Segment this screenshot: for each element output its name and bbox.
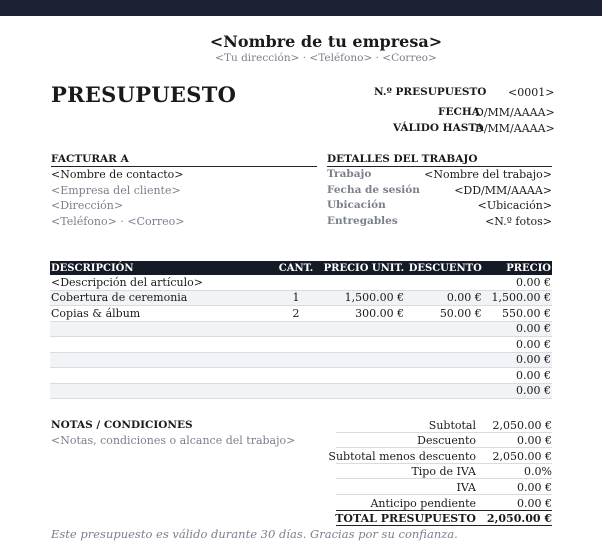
item-unit-price bbox=[319, 383, 405, 399]
totals-divider bbox=[336, 432, 552, 433]
item-description bbox=[50, 337, 273, 353]
item-description: Copias & álbum bbox=[50, 306, 273, 322]
bill-to-heading: FACTURAR A bbox=[51, 153, 129, 165]
table-row bbox=[50, 368, 552, 384]
notes-text: <Notas, condiciones o alcance del trabajo> bbox=[51, 434, 296, 447]
item-discount: 50.00 € bbox=[405, 306, 483, 322]
subtotal-label: Subtotal bbox=[428, 419, 476, 432]
table-row bbox=[50, 383, 552, 399]
item-discount: 0.00 € bbox=[405, 290, 483, 306]
session-date-label: Fecha de sesión bbox=[327, 184, 420, 196]
item-discount bbox=[405, 275, 483, 290]
item-price: 0.00 € bbox=[483, 383, 552, 399]
item-description: <Descripción del artículo> bbox=[50, 275, 273, 290]
table-header-row bbox=[50, 261, 552, 275]
bill-to-address: <Dirección> bbox=[51, 199, 124, 212]
vat-rate-label: Tipo de IVA bbox=[411, 465, 476, 478]
item-price: 550.00 € bbox=[483, 306, 552, 322]
deliverables-value: <N.º fotos> bbox=[485, 215, 552, 228]
subtotal-less-discount-value: 2,050.00 € bbox=[492, 450, 552, 463]
valid-until-value: D/MM/AAAA> bbox=[475, 122, 555, 135]
item-description bbox=[50, 352, 273, 368]
total-bottom-rule bbox=[336, 525, 552, 526]
line-items-table bbox=[50, 261, 552, 399]
job-label: Trabajo bbox=[327, 168, 372, 180]
item-discount bbox=[405, 321, 483, 337]
item-qty bbox=[273, 275, 320, 290]
quote-number-value: <0001> bbox=[508, 86, 555, 99]
job-details-rule bbox=[327, 166, 552, 167]
bill-to-rule bbox=[51, 166, 317, 167]
col-description: DESCRIPCIÓN bbox=[50, 261, 273, 275]
subtotal-less-discount-label: Subtotal menos descuento bbox=[328, 450, 476, 463]
item-price: 0.00 € bbox=[483, 337, 552, 353]
document-title: PRESUPUESTO bbox=[51, 82, 237, 107]
item-discount bbox=[405, 383, 483, 399]
col-quantity: CANT. bbox=[273, 261, 320, 275]
col-unit-price: PRECIO UNIT. bbox=[319, 261, 405, 275]
item-unit-price bbox=[319, 275, 405, 290]
col-discount: DESCUENTO bbox=[405, 261, 483, 275]
item-unit-price bbox=[319, 337, 405, 353]
table-row bbox=[50, 321, 552, 337]
date-label: FECHA bbox=[438, 106, 480, 118]
company-name: <Nombre de tu empresa> bbox=[209, 32, 443, 51]
totals-divider bbox=[336, 478, 552, 479]
item-qty bbox=[273, 337, 320, 353]
deposit-value: 0.00 € bbox=[517, 497, 552, 510]
bill-to-phone-email: <Teléfono> · <Correo> bbox=[51, 215, 185, 228]
table-row bbox=[50, 290, 552, 306]
totals-divider bbox=[336, 494, 552, 495]
table-row bbox=[50, 306, 552, 322]
deposit-label: Anticipo pendiente bbox=[370, 497, 476, 510]
item-description: Cobertura de ceremonia bbox=[50, 290, 273, 306]
location-value: <Ubicación> bbox=[477, 199, 552, 212]
totals-divider bbox=[336, 463, 552, 464]
table-row bbox=[50, 275, 552, 290]
footer-note: Este presupuesto es válido durante 30 días. Gracias por su confianza. bbox=[51, 527, 458, 541]
session-date-value: <DD/MM/AAAA> bbox=[454, 184, 552, 197]
item-price: 0.00 € bbox=[483, 368, 552, 384]
item-price: 0.00 € bbox=[483, 352, 552, 368]
discount-value: 0.00 € bbox=[517, 434, 552, 447]
item-qty: 1 bbox=[273, 290, 320, 306]
item-qty bbox=[273, 368, 320, 384]
valid-until-label: VÁLIDO HASTA bbox=[393, 122, 484, 134]
job-details-heading: DETALLES DEL TRABAJO bbox=[327, 153, 478, 165]
vat-value: 0.00 € bbox=[517, 481, 552, 494]
item-unit-price bbox=[319, 321, 405, 337]
item-discount bbox=[405, 352, 483, 368]
item-unit-price bbox=[319, 352, 405, 368]
item-discount bbox=[405, 368, 483, 384]
item-description bbox=[50, 383, 273, 399]
item-description bbox=[50, 368, 273, 384]
total-value: 2,050.00 € bbox=[486, 512, 552, 525]
item-qty bbox=[273, 383, 320, 399]
item-unit-price bbox=[319, 368, 405, 384]
item-description bbox=[50, 321, 273, 337]
item-unit-price: 1,500.00 € bbox=[319, 290, 405, 306]
job-value: <Nombre del trabajo> bbox=[424, 168, 552, 181]
total-label: TOTAL PRESUPUESTO bbox=[335, 512, 476, 525]
bill-to-contact: <Nombre de contacto> bbox=[51, 168, 184, 181]
bill-to-company: <Empresa del cliente> bbox=[51, 184, 181, 197]
item-qty bbox=[273, 352, 320, 368]
col-price: PRECIO bbox=[483, 261, 552, 275]
table-row bbox=[50, 337, 552, 353]
company-contact: <Tu dirección> · <Teléfono> · <Correo> bbox=[215, 52, 437, 64]
item-qty bbox=[273, 321, 320, 337]
discount-label: Descuento bbox=[417, 434, 476, 447]
totals-divider bbox=[336, 447, 552, 448]
item-price: 1,500.00 € bbox=[483, 290, 552, 306]
item-unit-price: 300.00 € bbox=[319, 306, 405, 322]
subtotal-value: 2,050.00 € bbox=[492, 419, 552, 432]
vat-rate-value: 0.0% bbox=[524, 465, 552, 478]
location-label: Ubicación bbox=[327, 199, 386, 211]
total-top-rule bbox=[336, 510, 552, 511]
table-row bbox=[50, 352, 552, 368]
item-price: 0.00 € bbox=[483, 275, 552, 290]
notes-heading: NOTAS / CONDICIONES bbox=[51, 419, 193, 431]
quote-number-label: N.º PRESUPUESTO bbox=[374, 86, 487, 98]
item-qty: 2 bbox=[273, 306, 320, 322]
top-accent-bar bbox=[0, 0, 602, 16]
item-discount bbox=[405, 337, 483, 353]
date-value: D/MM/AAAA> bbox=[475, 106, 555, 119]
item-price: 0.00 € bbox=[483, 321, 552, 337]
deliverables-label: Entregables bbox=[327, 215, 398, 227]
vat-label: IVA bbox=[456, 481, 476, 494]
